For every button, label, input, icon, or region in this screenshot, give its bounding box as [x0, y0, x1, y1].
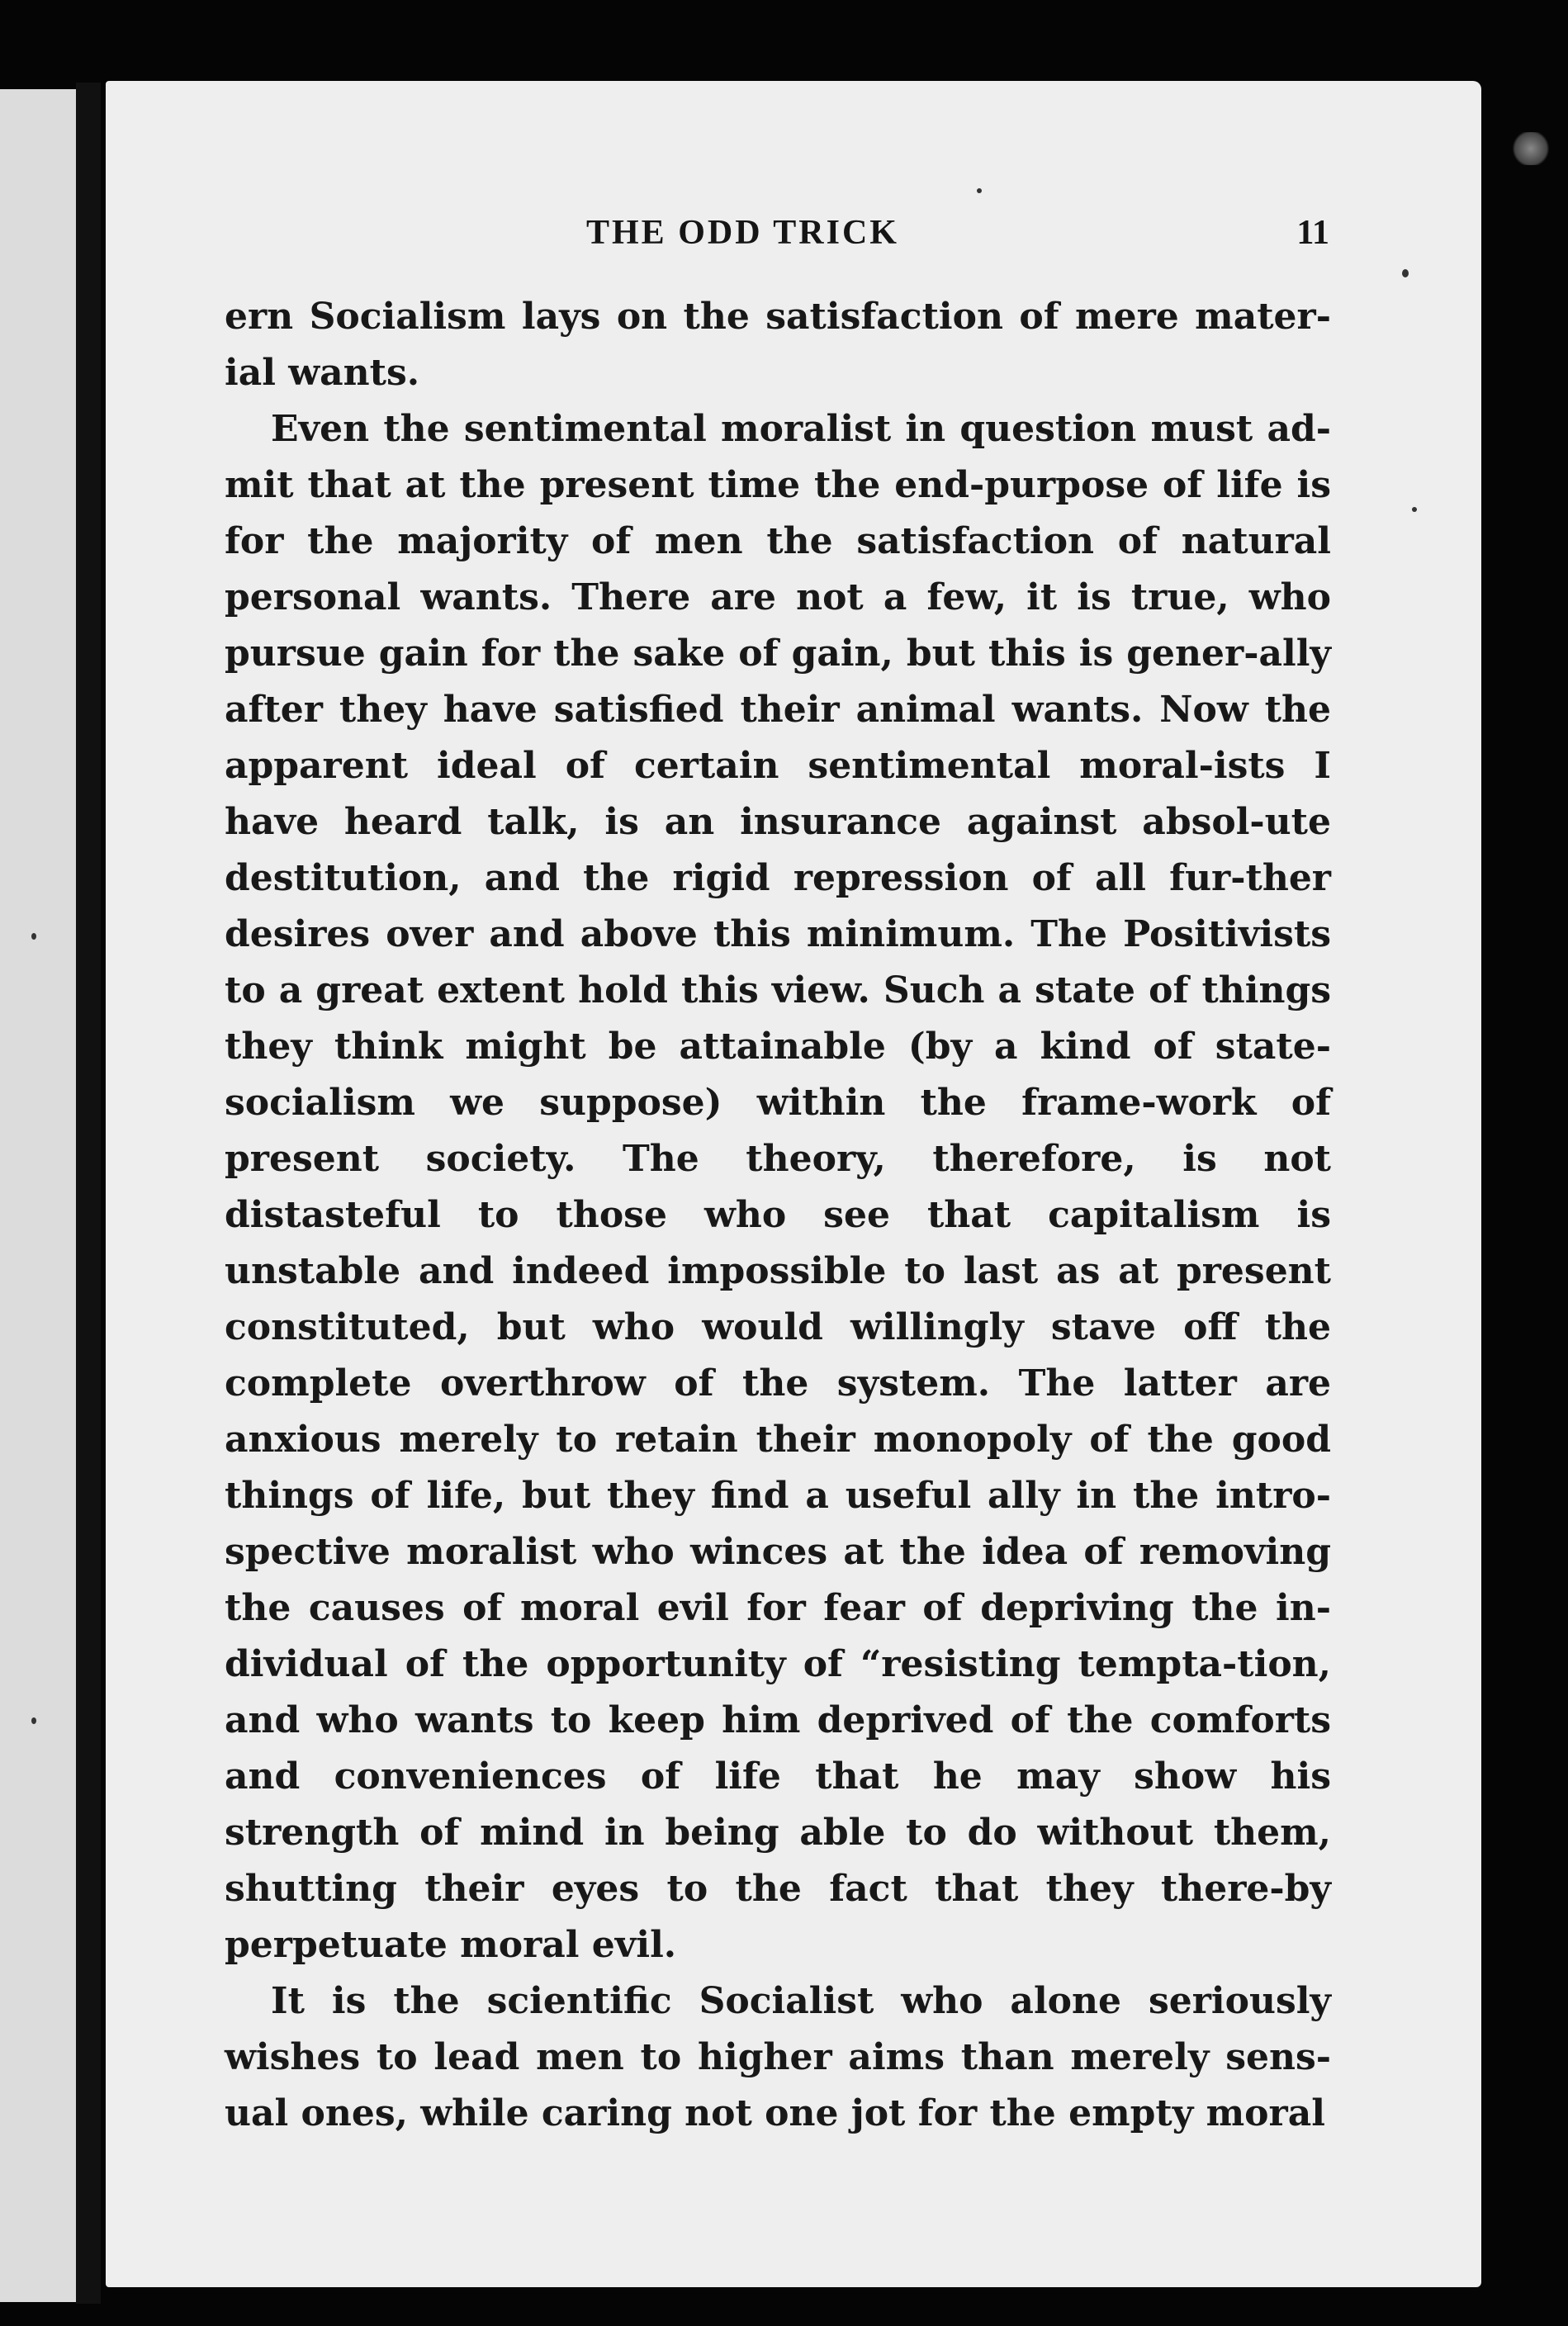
- running-title: THE ODD TRICK: [586, 214, 899, 252]
- page-number: 11: [1296, 214, 1329, 252]
- scan-speck: [1402, 269, 1409, 277]
- book-binding: [76, 83, 101, 2304]
- paragraph: Even the sentimental moralist in question must ad-mit that at the present time the end-purpose of life is for the majority of men the satisfaction of natural personal wants. There are not a few, it is true, who pursue gain for the sake of gain, but this is gener-ally after they have satisfied their animal wants. Now the apparent ideal of certain sentimental moral-ists I have heard talk, is an insurance against absol-ute destitution, and the rigid repression of all fur-ther desires over and above this minimum. The Positivists to a great extent hold this view. Such a state of things they think might be attainable (by a kind of state-socialism we suppose) within the frame-work of present society. The theory, therefore, is not distasteful to those who see that capitalism is unstable and indeed impossible to last as at present constituted, but who would willingly stave off the complete overthrow of the system. The latter are anxious merely to retain their monopoly of the good things of life, but they find a useful ally in the intro-spective moralist who winces at the idea of removing the causes of moral evil for fear of depriving the in-dividual of the opportunity of “resisting tempta-tion, and who wants to keep him deprived of the comforts and conveniences of life that he may show his strength of mind in being able to do without them, shutting their eyes to the fact that they there-by perpetuate moral evil.: [225, 408, 1331, 1966]
- paragraph: It is the scientific Socialist who alone seriously wishes to lead men to higher aims than merely sens-ual ones, while caring not one jot for the empty moral: [225, 1980, 1331, 2134]
- scan-speck: [1412, 507, 1417, 512]
- scan-speck: [31, 1717, 36, 1724]
- scan-speck: [31, 933, 36, 940]
- facing-page-edge: [0, 89, 76, 2302]
- page-header: [586, 213, 1329, 259]
- scan-speck: [977, 188, 982, 193]
- page-body: [225, 289, 1331, 2142]
- paragraph-continuation: ern Socialism lays on the satisfaction of mere mater-ial wants.: [225, 296, 1331, 394]
- scan-edge-mark: [1510, 132, 1551, 165]
